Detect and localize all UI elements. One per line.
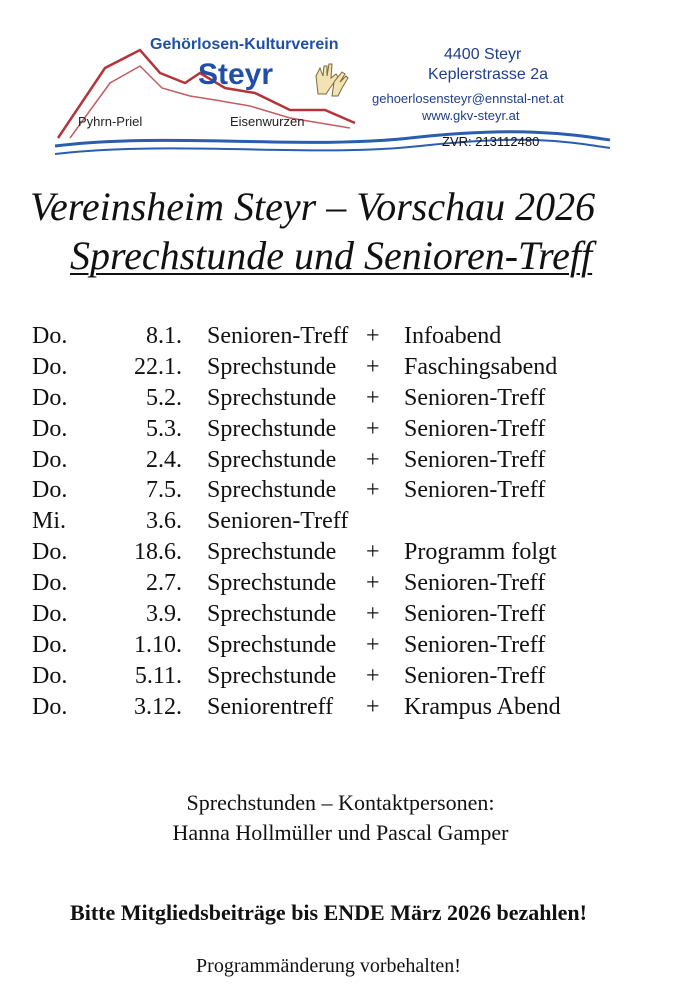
schedule-day: Do. (32, 415, 68, 442)
schedule-day: Do. (32, 570, 68, 597)
contact-heading: Sprechstunden – Kontaktpersonen: (186, 790, 495, 815)
schedule-activity-extra: Senioren-Treff (404, 477, 546, 504)
schedule-date: 5.11. (134, 662, 182, 689)
schedule-activity-extra: Senioren-Treff (404, 384, 546, 411)
schedule-plus: + (366, 539, 380, 566)
schedule-activity-extra: Senioren-Treff (404, 570, 546, 597)
schedule-activity: Senioren-Treff (207, 323, 349, 349)
contact-website: www.gkv-steyr.at (422, 108, 520, 123)
schedule-row (32, 320, 632, 351)
schedule-activity-extra: Senioren-Treff (404, 662, 546, 689)
schedule-row (32, 413, 632, 444)
contact-persons: Hanna Hollmüller und Pascal Gamper (172, 820, 509, 845)
membership-fee-notice: Bitte Mitgliedsbeiträge bis ENDE März 2026 bezahlen! (70, 900, 587, 925)
schedule-activity-extra: Senioren-Treff (404, 601, 546, 628)
schedule-day: Mi. (32, 508, 67, 535)
schedule-activity: Seniorentreff (207, 693, 334, 720)
schedule-date: 2.4. (146, 446, 182, 473)
schedule-day: Do. (32, 477, 68, 504)
hands-icon (312, 58, 352, 98)
schedule-plus: + (366, 631, 380, 658)
schedule-row (32, 567, 632, 598)
schedule-date: 1.10. (134, 631, 182, 658)
address-street: Keplerstrasse 2a (428, 66, 549, 83)
schedule-date: 7.5. (146, 477, 182, 504)
schedule-activity: Sprechstunde (207, 631, 337, 658)
schedule-day: Do. (32, 693, 68, 720)
schedule-activity: Sprechstunde (207, 415, 337, 442)
schedule-row (32, 505, 632, 536)
schedule-date: 18.6. (134, 539, 182, 566)
schedule-date: 3.12. (134, 693, 182, 720)
schedule-plus: + (366, 384, 380, 411)
schedule-date: 5.2. (146, 384, 182, 411)
schedule-plus: + (366, 446, 380, 473)
schedule-date: 3.6. (146, 508, 182, 535)
club-name: Gehörlosen-Kulturverein (150, 36, 339, 53)
schedule-row (32, 382, 632, 413)
schedule-plus: + (366, 477, 380, 504)
schedule-plus: + (366, 323, 380, 349)
schedule-day: Do. (32, 384, 68, 411)
schedule-plus: + (366, 570, 380, 597)
page-subtitle: Sprechstunde und Senioren-Treff (70, 233, 593, 278)
schedule-plus: + (366, 601, 380, 628)
schedule-day: Do. (32, 631, 68, 658)
region-right: Eisenwurzen (230, 114, 305, 129)
schedule-plus: + (366, 693, 380, 720)
schedule-date: 22.1. (134, 353, 182, 380)
schedule-activity: Sprechstunde (207, 601, 337, 628)
schedule-activity: Sprechstunde (207, 539, 337, 566)
schedule-plus: + (366, 353, 380, 380)
schedule-activity-extra: Senioren-Treff (404, 415, 546, 442)
address-zip-city: 4400 Steyr (444, 46, 522, 63)
schedule-activity: Sprechstunde (207, 662, 337, 689)
schedule-row (32, 351, 632, 382)
page-title: Vereinsheim Steyr – Vorschau 2026 (30, 184, 596, 229)
schedule-activity: Sprechstunde (207, 446, 337, 473)
schedule-day: Do. (32, 446, 68, 473)
schedule-activity: Sprechstunde (207, 353, 337, 380)
schedule-list (32, 320, 632, 722)
schedule-activity-extra: Infoabend (404, 323, 502, 349)
schedule-activity-extra: Senioren-Treff (404, 446, 546, 473)
schedule-date: 8.1. (146, 323, 182, 349)
schedule-day: Do. (32, 353, 68, 380)
schedule-activity-extra: Faschingsabend (404, 353, 558, 380)
contact-email: gehoerlosensteyr@ennstal-net.at (372, 91, 564, 106)
schedule-row (32, 474, 632, 505)
schedule-row (32, 444, 632, 475)
schedule-date: 3.9. (146, 601, 182, 628)
schedule-activity-extra: Programm folgt (404, 539, 557, 566)
schedule-row (32, 629, 632, 660)
club-city: Steyr (198, 58, 274, 91)
schedule-day: Do. (32, 323, 68, 349)
schedule-date: 5.3. (146, 415, 182, 442)
schedule-activity: Sprechstunde (207, 477, 337, 504)
zvr-number: ZVR: 213112480 (442, 134, 540, 149)
schedule-row (32, 691, 632, 722)
schedule-day: Do. (32, 539, 68, 566)
schedule-day: Do. (32, 601, 68, 628)
schedule-row (32, 598, 632, 629)
schedule-plus: + (366, 415, 380, 442)
schedule-activity: Sprechstunde (207, 570, 337, 597)
schedule-activity-extra: Senioren-Treff (404, 631, 546, 658)
schedule-row (32, 536, 632, 567)
program-change-note: Programmänderung vorbehalten! (196, 955, 461, 977)
schedule-row (32, 660, 632, 691)
schedule-activity: Senioren-Treff (207, 508, 349, 535)
schedule-plus: + (366, 662, 380, 689)
club-logo (50, 28, 620, 164)
schedule-date: 2.7. (146, 570, 182, 597)
region-left: Pyhrn-Priel (78, 114, 143, 129)
schedule-activity: Sprechstunde (207, 384, 337, 411)
schedule-day: Do. (32, 662, 68, 689)
schedule-activity-extra: Krampus Abend (404, 693, 561, 720)
